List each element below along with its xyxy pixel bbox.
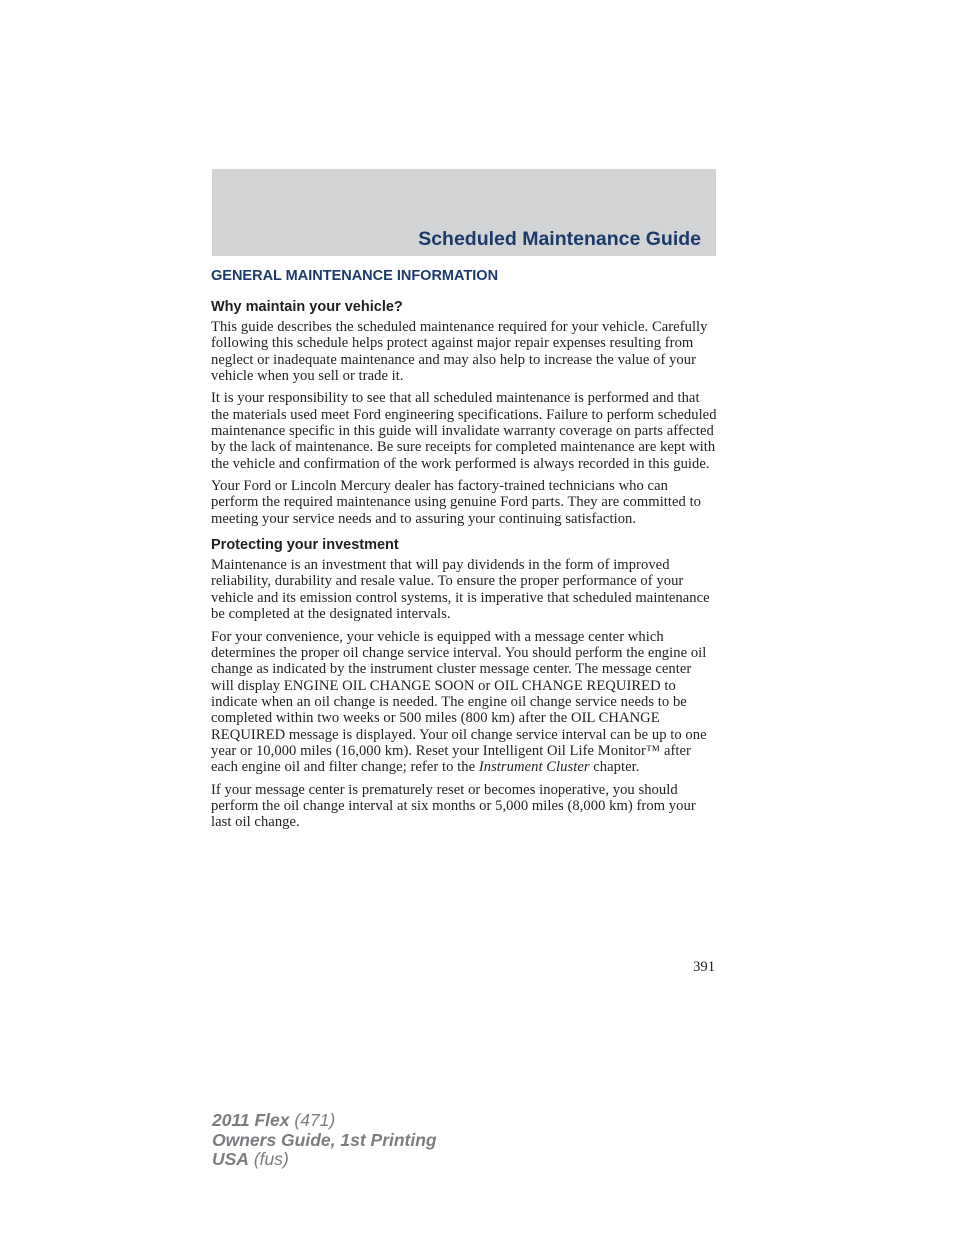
chapter-reference: Instrument Cluster xyxy=(478,759,590,776)
paragraph: If your message center is prematurely reset or becomes inoperative, you should perform the oil change interval at six months or 5,000 miles (8,000 km) from your last oil change. xyxy=(211,781,696,831)
paragraph: Maintenance is an investment that will pay dividends in the form of improved reliability, durability and resale value. To ensure the proper performance of your vehicle and its emission control systems, it is imperative that scheduled maintenance be completed at the designated intervals. xyxy=(211,557,710,623)
footer-line-market xyxy=(212,1150,437,1170)
paragraph-tail: chapter. xyxy=(593,759,640,776)
subheading-why-maintain: Why maintain your vehicle? xyxy=(211,299,403,315)
paragraph: Your Ford or Lincoln Mercury dealer has factory-trained technicians who can perform the required maintenance using genuine Ford parts. They are committed to meeting your service needs and to assuring your continuing satisfaction. xyxy=(211,478,702,527)
chapter-title: Scheduled Maintenance Guide xyxy=(418,228,701,250)
footer-model: 2011 Flex xyxy=(212,1110,290,1130)
paragraph: This guide describes the scheduled maintenance required for your vehicle. Carefully following this schedule helps protect against major repair expenses resulting from neglect or inadequate maintenance and may also help to increase the value of your vehicle when you sell or trade it. xyxy=(211,319,708,385)
page-number: 391 xyxy=(693,959,715,975)
footer-printing: Owners Guide, 1st Printing xyxy=(212,1129,437,1150)
page-content xyxy=(211,266,717,837)
print-footer xyxy=(212,1111,437,1170)
footer-line-model xyxy=(212,1111,437,1131)
paragraph-text: For your convenience, your vehicle is equipped with a message center which determines the proper oil change service interval. You should perform the engine oil change as indicated by the instrument cluster message center. The message center will display ENGINE OIL CHANGE SOON or OIL CHANGE REQUIRED to indicate when an oil change is needed. The engine oil change service needs to be completed within two weeks or 500 miles (800 km) after the OIL CHANGE REQUIRED message is displayed. Your oil change service interval can be up to one year or 10,000 miles (16,000 km). Reset your Intelligent Oil Life Monitor™ after each engine oil and filter change; refer to the xyxy=(211,628,707,776)
subheading-protecting-investment: Protecting your investment xyxy=(211,537,399,554)
section-heading: GENERAL MAINTENANCE INFORMATION xyxy=(211,268,499,284)
oil-change-paragraph xyxy=(211,629,717,776)
footer-market-code: (fus) xyxy=(253,1149,289,1169)
chapter-header-band xyxy=(212,169,716,256)
footer-model-code: (471) xyxy=(294,1110,336,1130)
paragraph: It is your responsibility to see that all scheduled maintenance is performed and that the materials used meet Ford engineering specifications. Failure to perform scheduled maintenance specific in this guide will invalidate warranty coverage on parts affected by the lack of maintenance. Be sure receipts for completed maintenance are kept with the vehicle and confirmation of the work performed is always recorded in this guide. xyxy=(211,390,717,472)
footer-market: USA xyxy=(212,1149,249,1169)
